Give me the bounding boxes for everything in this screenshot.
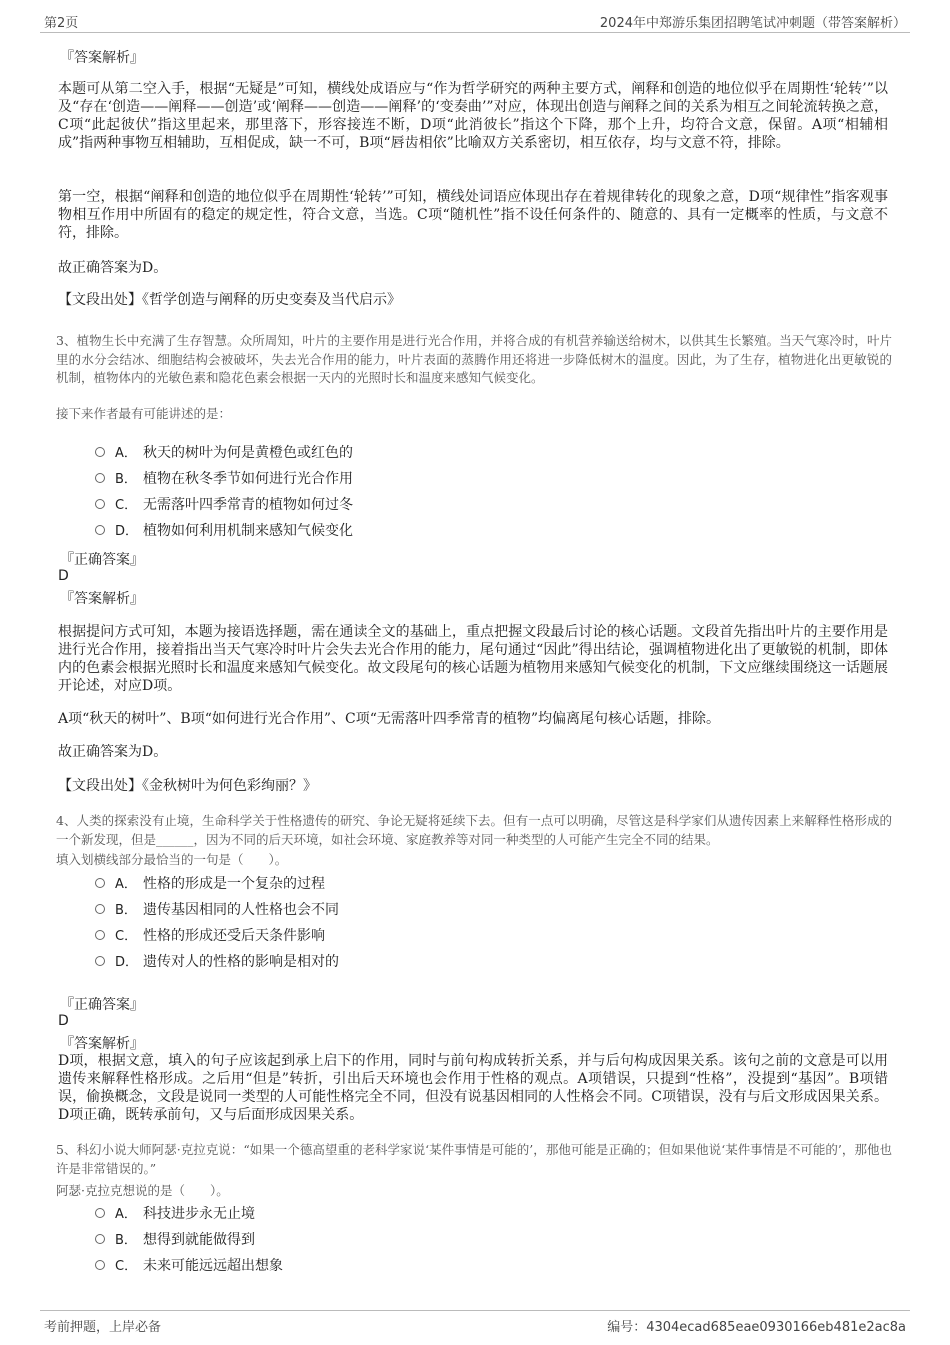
question-5-stem: 5、科幻小说大师阿瑟·克拉克说：“如果一个德高望重的老科学家说‘某件事情是可能的’，那他可能是正确的；但如果他说‘某件事情是不可能的’，那他也许是非常错误的。”	[56, 1142, 892, 1176]
question-4-option-c[interactable]: C． 性格的形成还受后天条件影响	[95, 926, 325, 947]
question-3-option-a[interactable]: A． 秋天的树叶为何是黄橙色或红色的	[95, 443, 353, 464]
page-footer	[40, 1310, 910, 1337]
question-3-option-c[interactable]: C． 无需落叶四季常青的植物如何过冬	[95, 495, 353, 516]
source-1: 【文段出处】《哲学创造与阐释的历史变奏及当代启示》	[58, 292, 401, 308]
correct-answer-4: D	[58, 1013, 69, 1029]
question-4-option-a[interactable]: A． 性格的形成是一个复杂的过程	[95, 874, 325, 895]
question-5-option-b[interactable]: B． 想得到就能做得到	[95, 1230, 255, 1251]
radio-icon[interactable]	[95, 447, 105, 457]
radio-icon[interactable]	[95, 878, 105, 888]
document-title: 2024年中郑游乐集团招聘笔试冲刺题（带答案解析）	[599, 16, 906, 31]
analysis-label-3: 『答案解析』	[60, 591, 144, 607]
question-5-ask: 阿瑟·克拉克想说的是（ ）。	[56, 1183, 229, 1198]
correct-answer-label-4: 『正确答案』	[60, 997, 144, 1013]
radio-icon[interactable]	[95, 473, 105, 483]
page-header	[40, 10, 910, 33]
question-5-option-c[interactable]: C． 未来可能远远超出想象	[95, 1256, 283, 1277]
question-3-analysis-2: A项“秋天的树叶”、B项“如何进行光合作用”、C项“无需落叶四季常青的植物”均偏离尾句核心话题，排除。	[58, 711, 721, 727]
question-3-analysis-1: 根据提问方式可知，本题为接语选择题，需在通读全文的基础上，重点把握文段最后讨论的核心话题。文段首先指出叶片的主要作用是进行光合作用，接着指出当天气寒冷时叶片会失去光合作用的能力，尾句通过“因此”得出结论，强调植物进化出了更敏锐的机制，即体内的色素会根据光照时长和温度来感知气候变化。故文段尾句的核心话题为植物用来感知气候变化的机制，下文应继续围绕这一话题展开论述，对应D项。	[58, 624, 888, 694]
page-number: 第2页	[44, 16, 79, 31]
radio-icon[interactable]	[95, 904, 105, 914]
question-3-option-d[interactable]: D． 植物如何利用机制来感知气候变化	[95, 521, 353, 542]
question-4-analysis: D项，根据文意，填入的句子应该起到承上启下的作用，同时与前句构成转折关系，并与后句构成因果关系。该句之前的文意是可以用遗传来解释性格形成。之后用“但是”转折，引出后天环境也会作用于性格的观点。A项错误，只提到“性格”，没提到“基因”。B项错误，偷换概念，文段是说同一类型的人可能性格完全不同，但没有说基因相同的人性格会不同。C项错误，没有与后文形成因果关系。D项正确，既转承前句，又与后面形成因果关系。	[58, 1053, 888, 1123]
correct-answer-3: D	[58, 568, 69, 584]
radio-icon[interactable]	[95, 1234, 105, 1244]
answer-statement-1: 故正确答案为D。	[58, 260, 168, 276]
question-4-stem: 4、人类的探索没有止境，生命科学关于性格遗传的研究、争论无疑将延续下去。但有一点可以明确，尽管这是科学家们从遗传因素上来解释性格形成的一个新发现，但是______，因为不同的后天环境，如社会环境、家庭教养等对同一种类型的人可能产生完全不同的结果。	[56, 813, 892, 847]
correct-answer-label-3: 『正确答案』	[60, 552, 144, 568]
question-3-stem: 3、植物生长中充满了生存智慧。众所周知，叶片的主要作用是进行光合作用，并将合成的有机营养输送给树木，以供其生长繁殖。当天气寒冷时，叶片里的水分会结冰、细胞结构会被破坏，失去光合作用的能力，叶片表面的蒸腾作用还将进一步降低树木的温度。因此，为了生存，植物进化出更敏锐的机制，植物体内的光敏色素和隐花色素会根据一天内的光照时长和温度来感知气候变化。	[56, 333, 892, 385]
document-id: 编号：4304ecad685eae0930166eb481e2ac8a	[607, 1320, 906, 1335]
question-4-option-b[interactable]: B． 遗传基因相同的人性格也会不同	[95, 900, 339, 921]
question-3-option-b[interactable]: B． 植物在秋冬季节如何进行光合作用	[95, 469, 353, 490]
radio-icon[interactable]	[95, 525, 105, 535]
radio-icon[interactable]	[95, 956, 105, 966]
question-4-option-d[interactable]: D． 遗传对人的性格的影响是相对的	[95, 952, 339, 973]
question-5-option-a[interactable]: A． 科技进步永无止境	[95, 1204, 255, 1225]
analysis-label-1: 『答案解析』	[60, 50, 144, 66]
source-3: 【文段出处】《金秋树叶为何色彩绚丽？》	[58, 778, 317, 794]
footer-slogan: 考前押题，上岸必备	[44, 1320, 162, 1335]
answer-statement-3: 故正确答案为D。	[58, 744, 168, 760]
analysis-label-4: 『答案解析』	[60, 1036, 144, 1052]
radio-icon[interactable]	[95, 499, 105, 509]
question-3-ask: 接下来作者最有可能讲述的是：	[56, 406, 232, 421]
question-4-ask: 填入划横线部分最恰当的一句是（ ）。	[56, 852, 288, 867]
analysis-paragraph-1: 本题可从第二空入手，根据“无疑是”可知，横线处成语应与“作为哲学研究的两种主要方式，阐释和创造的地位似乎在周期性‘轮转’”以及“存在‘创造——阐释——创造’或‘阐释——创造——阐释’的‘变奏曲’”对应，体现出创造与阐释之间的关系为相互之间轮流转换之意，C项“此起彼伏”指这里起来，那里落下，形容接连不断，D项“此消彼长”指这个下降，那个上升，均符合文意，保留。A项“相辅相成”指两种事物互相辅助，互相促成，缺一不可，B项“唇齿相依”比喻双方关系密切，相互依存，均与文意不符，排除。	[58, 81, 888, 151]
analysis-paragraph-2: 第一空，根据“阐释和创造的地位似乎在周期性‘轮转’”可知，横线处词语应体现出存在着规律转化的现象之意，D项“规律性”指客观事物相互作用中所固有的稳定的规定性，符合文意，当选。C项“随机性”指不设任何条件的、随意的、具有一定概率的性质，与文意不符，排除。	[58, 189, 888, 241]
radio-icon[interactable]	[95, 1260, 105, 1270]
radio-icon[interactable]	[95, 930, 105, 940]
radio-icon[interactable]	[95, 1208, 105, 1218]
